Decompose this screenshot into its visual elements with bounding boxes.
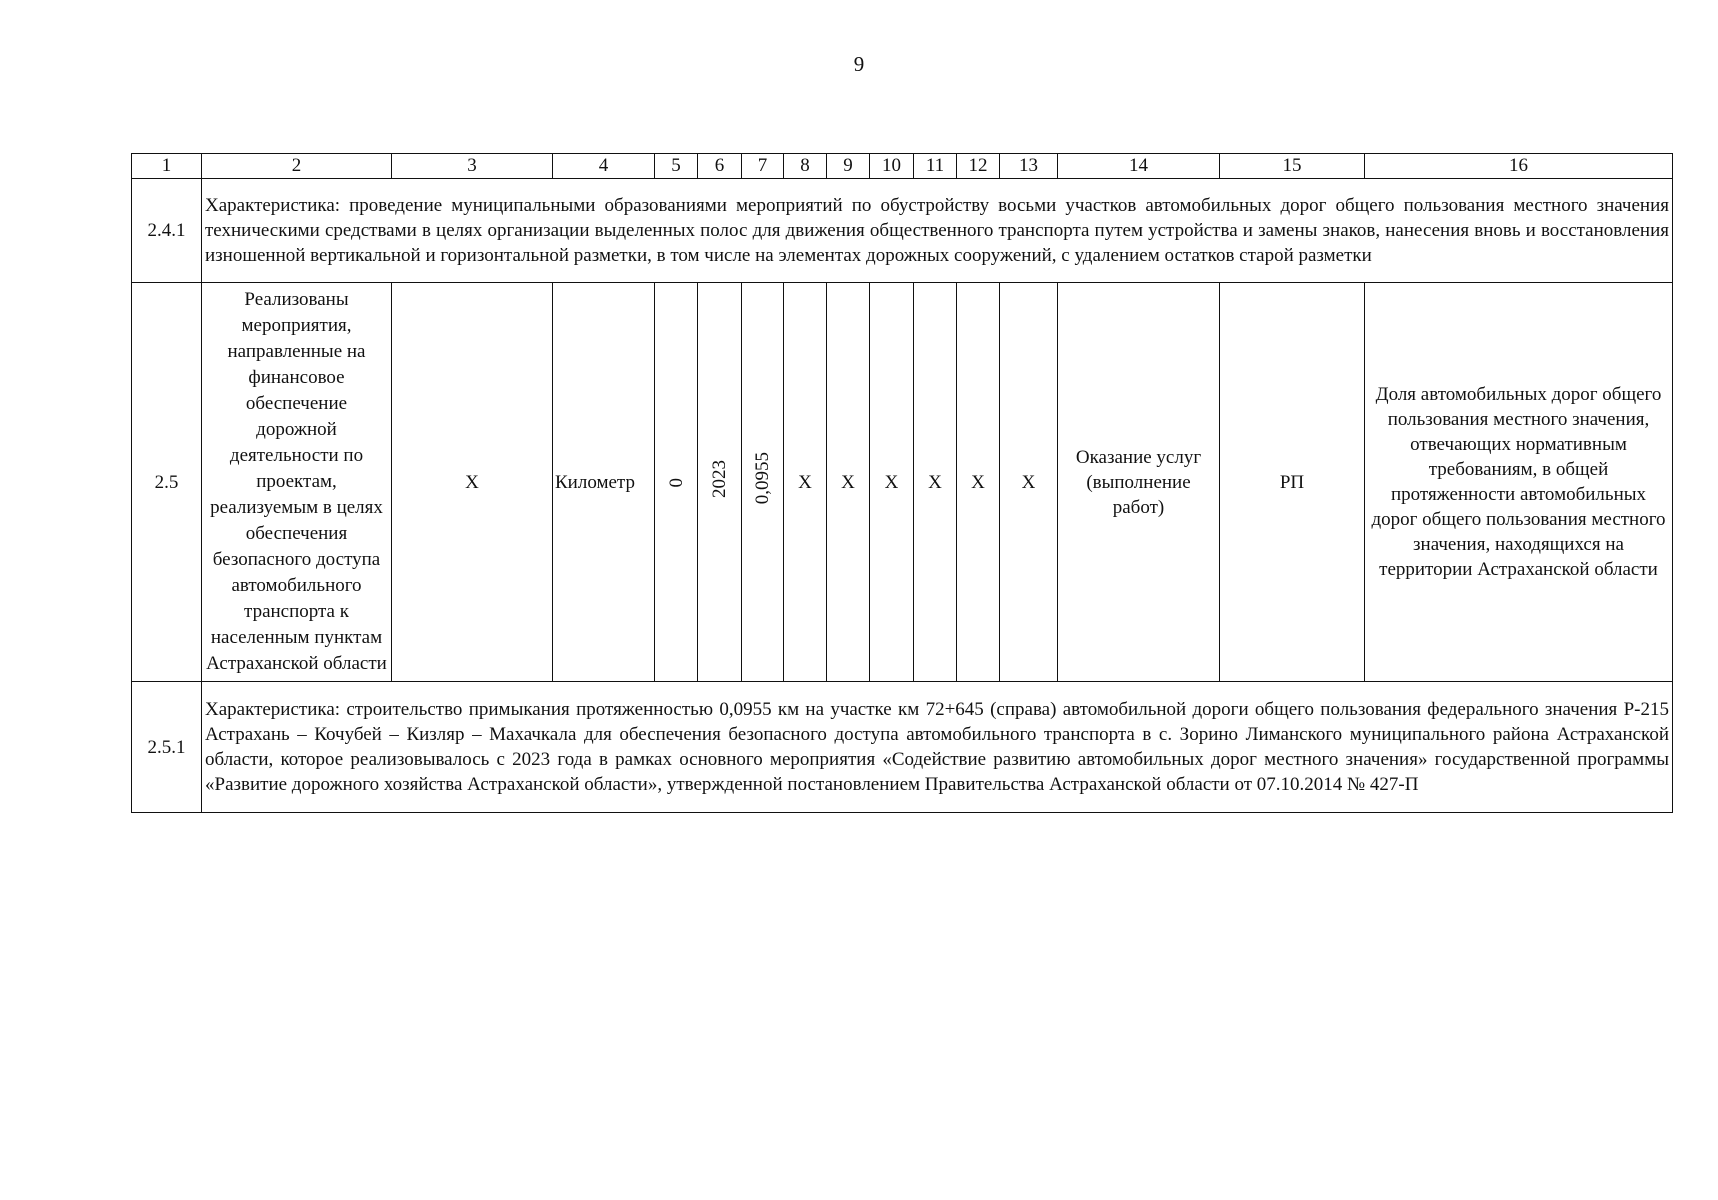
header-cell: 9 [827, 154, 870, 179]
header-cell: 12 [957, 154, 1000, 179]
header-cell: 11 [914, 154, 957, 179]
measures-table [131, 153, 1673, 813]
unit-cell: Километр [553, 283, 655, 682]
table-row-2-4-1 [132, 179, 1673, 283]
table-cell: Х [870, 283, 914, 682]
header-cell: 1 [132, 154, 202, 179]
table-cell: Х [957, 283, 1000, 682]
row-number: 2.5.1 [132, 682, 202, 813]
page-number: 9 [853, 52, 865, 76]
header-row [132, 154, 1673, 179]
header-cell: 4 [553, 154, 655, 179]
table-cell [655, 283, 698, 682]
header-cell: 7 [742, 154, 784, 179]
table-row-2-5 [132, 283, 1673, 682]
vertical-value: 0,0955 [752, 452, 773, 505]
table-cell: Оказание услуг (выполнение работ) [1058, 283, 1220, 682]
vertical-value: 0 [665, 478, 687, 488]
characteristic-text: Характеристика: проведение муниципальными образованиями мероприятий по обустройству восьми участков автомобильных дорог общего пользования местного значения техническими средствами в целях организации выделенных полос для движения общественного транспорта путем устройства и замены знаков, нанесения вновь и восстановления изношенной вертикальной и горизонтальной разметки, в том числе на элементах дорожных сооружений, с удалением остатков старой разметки [202, 179, 1673, 283]
measure-name: Реализованы мероприятия, направленные на финансовое обеспечение дорожной деятельности по проектам, реализуемым в целях обеспечения безопасного доступа автомобильного транспорта к населенным пунктам Астраханской области [202, 283, 392, 682]
vertical-value: 2023 [709, 459, 730, 498]
table-cell: Х [784, 283, 827, 682]
row-number: 2.5 [132, 283, 202, 682]
header-cell: 16 [1365, 154, 1673, 179]
header-cell: 3 [392, 154, 553, 179]
header-cell: 5 [655, 154, 698, 179]
table-cell [698, 283, 742, 682]
header-cell: 8 [784, 154, 827, 179]
header-cell: 15 [1220, 154, 1365, 179]
header-cell: 10 [870, 154, 914, 179]
header-cell: 6 [698, 154, 742, 179]
table-cell [742, 283, 784, 682]
table-cell: Х [1000, 283, 1058, 682]
table-cell: Х [914, 283, 957, 682]
table-cell: Х [392, 283, 553, 682]
table-cell: РП [1220, 283, 1365, 682]
header-cell: 14 [1058, 154, 1220, 179]
characteristic-text: Характеристика: строительство примыкания протяженностью 0,0955 км на участке км 72+645 (справа) автомобильной дороги общего пользования федерального значения Р-215 Астрахань – Кочубей – Кизляр – Махачкала для обеспечения безопасного доступа автомобильного транспорта в с. Зорино Лиманского муниципального района Астраханской области, которое реализовывалось с 2023 года в рамках основного мероприятия «Содействие развитию автомобильных дорог местного значения» государственной программы «Развитие дорожного хозяйства Астраханской области», утвержденной постановлением Правительства Астраханской области от 07.10.2014 № 427-П [202, 682, 1673, 813]
header-cell: 2 [202, 154, 392, 179]
row-number: 2.4.1 [132, 179, 202, 283]
table-row-2-5-1 [132, 682, 1673, 813]
indicator-cell: Доля автомобильных дорог общего пользования местного значения, отвечающих нормативным требованиям, в общей протяженности автомобильных дорог общего пользования местного значения, находящихся на территории Астраханской области [1365, 283, 1673, 682]
header-cell: 13 [1000, 154, 1058, 179]
table-cell: Х [827, 283, 870, 682]
